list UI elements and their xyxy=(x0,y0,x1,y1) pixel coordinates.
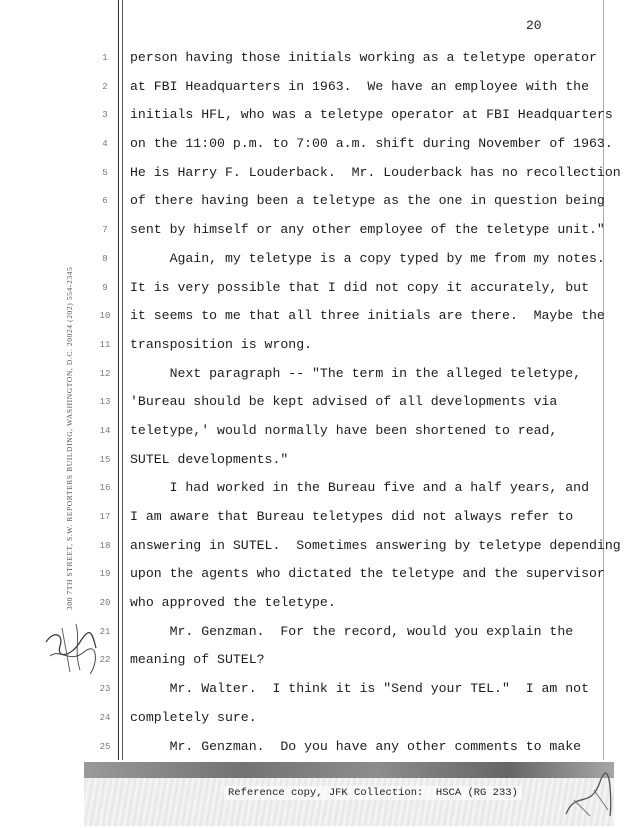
reporter-address-stamp: 300 7TH STREET, S.W. REPORTERS BUILDING, WASHINGTON, D.C. 20024 (202) 554-2345 xyxy=(65,266,74,610)
line-number: 9 xyxy=(102,282,108,293)
line-number: 20 xyxy=(99,598,111,609)
line-number: 16 xyxy=(99,483,111,494)
line-number: 7 xyxy=(102,225,108,236)
line-number: 22 xyxy=(99,655,111,666)
line-number: 3 xyxy=(102,110,108,121)
footer-scan-band xyxy=(84,762,614,778)
transcript-line: He is Harry F. Louderback. Mr. Louderback has no recollection xyxy=(130,164,621,180)
transcript-line: Mr. Walter. I think it is "Send your TEL." I am not xyxy=(130,681,589,697)
transcript-line: Again, my teletype is a copy typed by me from my notes. xyxy=(130,250,605,266)
transcript-line: transposition is wrong. xyxy=(130,336,313,352)
corner-scan-mark xyxy=(560,770,616,820)
transcript-line: I had worked in the Bureau five and a half years, and xyxy=(130,480,589,496)
line-number: 4 xyxy=(102,139,108,150)
line-number: 8 xyxy=(102,253,108,264)
line-number: 18 xyxy=(99,540,111,551)
transcript-line: It is very possible that I did not copy it accurately, but xyxy=(130,279,589,295)
transcript-line: answering in SUTEL. Sometimes answering by teletype depending xyxy=(130,537,621,553)
line-number: 10 xyxy=(99,311,111,322)
transcript-line: of there having been a teletype as the one in question being xyxy=(130,193,605,209)
transcript-line: who approved the teletype. xyxy=(130,595,336,611)
line-number: 15 xyxy=(99,454,111,465)
transcript-line: upon the agents who dictated the teletype and the supervisor xyxy=(130,566,605,582)
transcript-line: teletype,' would normally have been shortened to read, xyxy=(130,422,558,438)
transcript-line: completely sure. xyxy=(130,709,257,725)
transcript-line: I am aware that Bureau teletypes did not always refer to xyxy=(130,509,574,524)
archive-reference-stamp: Reference copy, JFK Collection: HSCA (RG 233) xyxy=(224,786,522,800)
line-number: 23 xyxy=(99,684,111,695)
line-number: 6 xyxy=(102,196,108,207)
page-number: 20 xyxy=(526,18,542,33)
transcript-line: Mr. Genzman. Do you have any other comments to make xyxy=(130,738,582,754)
transcript-line: at FBI Headquarters in 1963. We have an employee with the xyxy=(130,78,589,94)
line-number: 11 xyxy=(99,339,111,350)
handwritten-signature xyxy=(40,612,104,686)
line-number: 24 xyxy=(99,712,111,723)
margin-rule-left-inner xyxy=(122,0,123,760)
transcript-line: sent by himself or any other employee of the teletype unit." xyxy=(130,222,605,238)
transcript-line: Mr. Genzman. For the record, would you explain the xyxy=(130,623,574,639)
line-number-column xyxy=(98,50,112,767)
line-number: 19 xyxy=(99,569,111,580)
transcript-line: meaning of SUTEL? xyxy=(130,652,265,668)
line-number: 25 xyxy=(99,741,111,752)
line-number: 21 xyxy=(99,626,111,637)
line-number: 17 xyxy=(99,512,111,522)
transcript-line: person having those initials working as a teletype operator xyxy=(130,50,597,65)
transcript-line: on the 11:00 p.m. to 7:00 a.m. shift during November of 1963. xyxy=(130,136,613,152)
line-number: 5 xyxy=(102,167,108,178)
transcript-line: Next paragraph -- "The term in the alleged teletype, xyxy=(130,365,582,381)
transcript-line: 'Bureau should be kept advised of all developments via xyxy=(130,394,558,410)
transcript-body xyxy=(130,48,621,765)
transcript-line: it seems to me that all three initials are there. Maybe the xyxy=(130,308,605,324)
line-number: 2 xyxy=(102,81,108,92)
line-number: 13 xyxy=(99,397,111,408)
line-number: 12 xyxy=(99,368,111,379)
line-number: 1 xyxy=(102,53,108,63)
transcript-line: SUTEL developments." xyxy=(130,451,289,467)
transcript-line: initials HFL, who was a teletype operator at FBI Headquarters xyxy=(130,107,613,123)
line-number: 14 xyxy=(99,425,111,436)
margin-rule-left xyxy=(118,0,119,760)
